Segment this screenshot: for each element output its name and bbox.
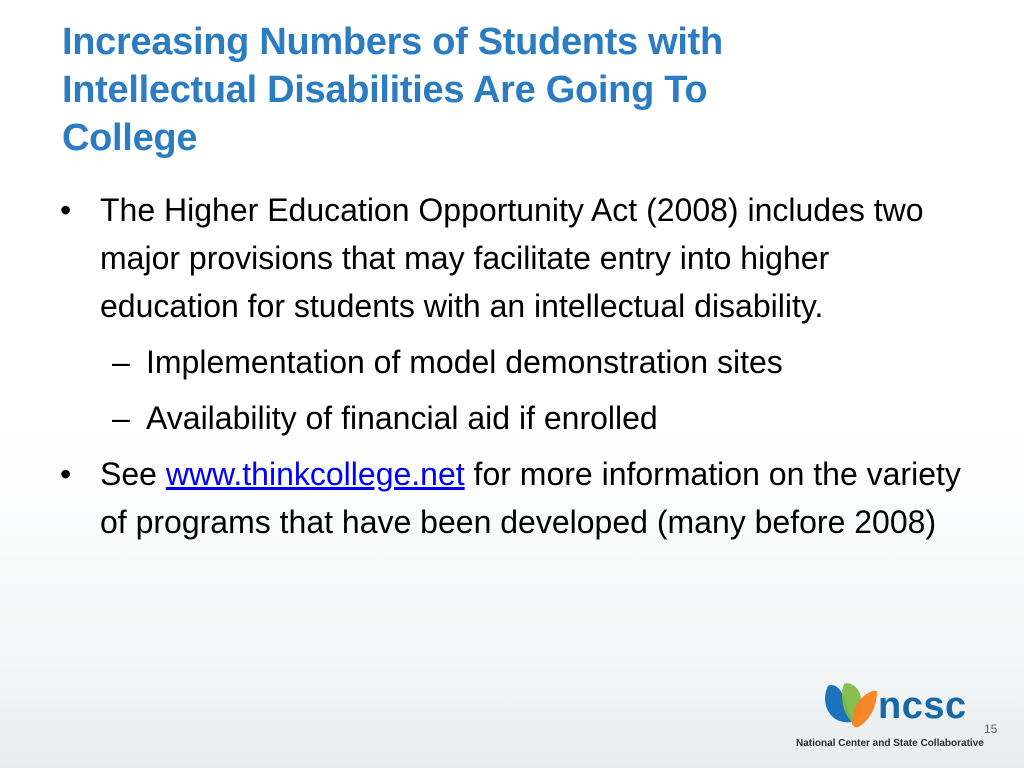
logo-tagline: National Center and State Collaborative	[796, 738, 984, 749]
dash-marker: –	[112, 344, 130, 380]
bullet-text: The Higher Education Opportunity Act (2008) includes two major provisions that may facilitate entry into higher education for students with an intellectual disability.	[100, 192, 924, 324]
bullet-item-hea-act	[56, 186, 976, 442]
thinkcollege-link[interactable]: www.thinkcollege.net	[165, 456, 465, 492]
sub-bullet-text: Availability of financial aid if enrolled	[146, 400, 658, 436]
sub-bullet-item	[100, 394, 976, 442]
sub-bullet-list	[100, 338, 976, 442]
slide-title-line: Intellectual Disabilities Are Going To	[62, 69, 708, 111]
slide-title-line: Increasing Numbers of Students with	[62, 21, 723, 63]
page-number: 15	[984, 722, 998, 736]
bullet-text-before: See	[100, 456, 166, 492]
ncsc-logo	[796, 676, 1008, 756]
ncsc-leaves-icon	[822, 680, 878, 732]
bullet-item-thinkcollege	[56, 450, 976, 546]
slide-title	[62, 18, 962, 162]
slide-title-line: College	[62, 117, 198, 159]
bullet-list	[56, 186, 976, 546]
bullet-marker: •	[60, 192, 72, 228]
bullet-text-after: for more information on the variety of programs that have been developed (many before 2008)	[100, 456, 961, 540]
sub-bullet-text: Implementation of model demonstration sites	[146, 344, 783, 380]
bullet-marker: •	[60, 456, 72, 492]
logo-wordmark: ncsc	[878, 685, 967, 727]
dash-marker: –	[112, 400, 130, 436]
sub-bullet-item	[100, 338, 976, 386]
